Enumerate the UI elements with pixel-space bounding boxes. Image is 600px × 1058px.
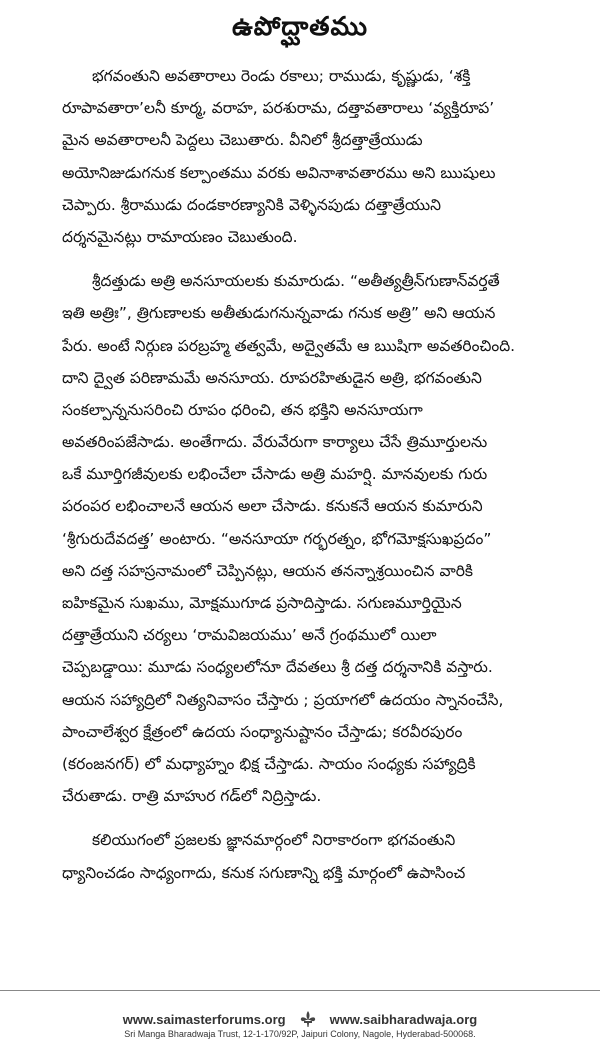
- text-line: అని దత్త సహస్రనామంలో చెప్పినట్లు, ఆయన తనన్నాశ్రయించిన వారికి: [62, 561, 474, 580]
- footer-link-saimasterforums[interactable]: www.saimasterforums.org: [122, 1011, 286, 1027]
- text-line: (కరంజనగర్) లో మధ్యాహ్నం భిక్ష చేస్తాడు. సాయం సంధ్యకు సహ్యాద్రికి: [62, 754, 476, 773]
- text-line: చేరుతాడు. రాత్రి మాహుర గడ్‌లో నిద్రిస్తాడు.: [62, 787, 322, 806]
- text-line: పేరు. అంటే నిర్గుణ పరబ్రహ్మ తత్వమే, అద్వైతమే ఆ ఋషిగా అవతరించింది.: [62, 336, 516, 355]
- text-line: చెప్పబడ్డాయి: మూడు సంధ్యలలోనూ దేవతలు శ్రీ దత్త దర్శనానికి వస్తారు.: [62, 658, 493, 677]
- text-line: అవతరింపజేసాడు. అంతేగాదు. వేరువేరుగా కార్యాలు చేసే త్రిమూర్తులను: [62, 433, 488, 452]
- text-line: మైన అవతారాలనీ పెద్దలు చెబుతారు. వీనిలో శ్రీదత్తాత్రేయుడు: [62, 131, 423, 150]
- text-line: రూపావతారా’లనీ కూర్మ, వరాహ, పరశురామ, దత్తావతారాలు ‘వ్యక్తిరూప’: [62, 99, 495, 118]
- text-line: ఒకే మూర్తిగజీవులకు లభించేలా చేసాడు అత్రి మహర్షి. మానవులకు గురు: [62, 465, 488, 484]
- paragraph: [62, 265, 572, 812]
- text-line: భగవంతుని అవతారాలు రెండు రకాలు; రాముడు, కృష్ణుడు, ‘శక్తి: [92, 67, 471, 85]
- text-line: ఇతి అత్రిః”, త్రిగుణాలకు అతీతుడుగనున్నవాడు గనుక అత్రి” అని ఆయన: [62, 304, 496, 323]
- footer-address: Sri Manga Bharadwaja Trust, 12-1-170/92P, Jaipuri Colony, Nagole, Hyderabad-500068.: [124, 1029, 476, 1039]
- text-line: చెప్పారు. శ్రీరాముడు దండకారణ్యానికి వెళ్ళినపుడు దత్తాత్రేయుని: [62, 195, 442, 214]
- text-line: సంకల్పాన్ననుసరించి రూపం ధరించి, తన భక్తిని అనసూయగా: [62, 400, 423, 419]
- text-line: ఆయన సహ్యాద్రిలో నిత్యనివాసం చేస్తారు ; ప్రయాగలో ఉదయం స్నానంచేసి,: [62, 690, 504, 709]
- text-line: ‘శ్రీగురుదేవదత్త’ అంటారు. “అనసూయా గర్భరత్నం, భోగమోక్షసుఖప్రదం”: [62, 529, 492, 548]
- text-line: దాని ద్వైత పరిణామమే అనసూయ. రూపరహితుడైన అత్రి, భగవంతుని: [62, 368, 482, 387]
- footer-link-saibharadwaja[interactable]: www.saibharadwaja.org: [329, 1011, 478, 1027]
- footer: [0, 1010, 600, 1039]
- paragraph: [62, 824, 572, 888]
- footer-sites: [0, 1010, 600, 1028]
- text-line: కలియుగంలో ప్రజలకు జ్ఞానమార్గంలో నిరాకారంగా భగవంతుని: [92, 831, 456, 850]
- document-body: [62, 60, 572, 901]
- page-title: ఉపోద్ఘాతము: [232, 12, 368, 42]
- text-line: పాంచాలేశ్వర క్షేత్రంలో ఉదయ సంధ్యానుష్టానం చేస్తాడు; కరవీరపురం: [62, 722, 463, 741]
- text-line: దత్తాత్రేయుని చర్యలు ‘రామవిజయము’ అనే గ్రంథములో యిలా: [62, 626, 437, 645]
- text-line: దర్శనమైనట్లు రామాయణం చెబుతుంది.: [62, 227, 298, 246]
- text-line: పరంపర లభించాలనే ఆయన అలా చేసాడు. కనుకనే ఆయన కుమారుని: [62, 497, 483, 516]
- text-line: ఐహికమైన సుఖము, మోక్షముగూడ ప్రసాదిస్తాడు. సగుణమూర్తియైన: [62, 594, 462, 612]
- paragraph: [62, 60, 572, 253]
- text-line: శ్రీదత్తుడు అత్రి అనసూయలకు కుమారుడు. “అతీత్యత్రీన్‌గుణాన్‌వర్తతే: [92, 272, 500, 291]
- text-line: ధ్యానించడం సాధ్యంగాదు, కనుక సగుణాన్ని భక్తి మార్గంలో ఉపాసించ: [62, 863, 466, 882]
- fleur-de-lis-icon: [298, 1010, 318, 1028]
- text-line: అయోనిజుడుగనుక కల్పాంతము వరకు అవినాశావతారము అని ఋషులు: [62, 163, 496, 182]
- footer-divider: [0, 990, 600, 991]
